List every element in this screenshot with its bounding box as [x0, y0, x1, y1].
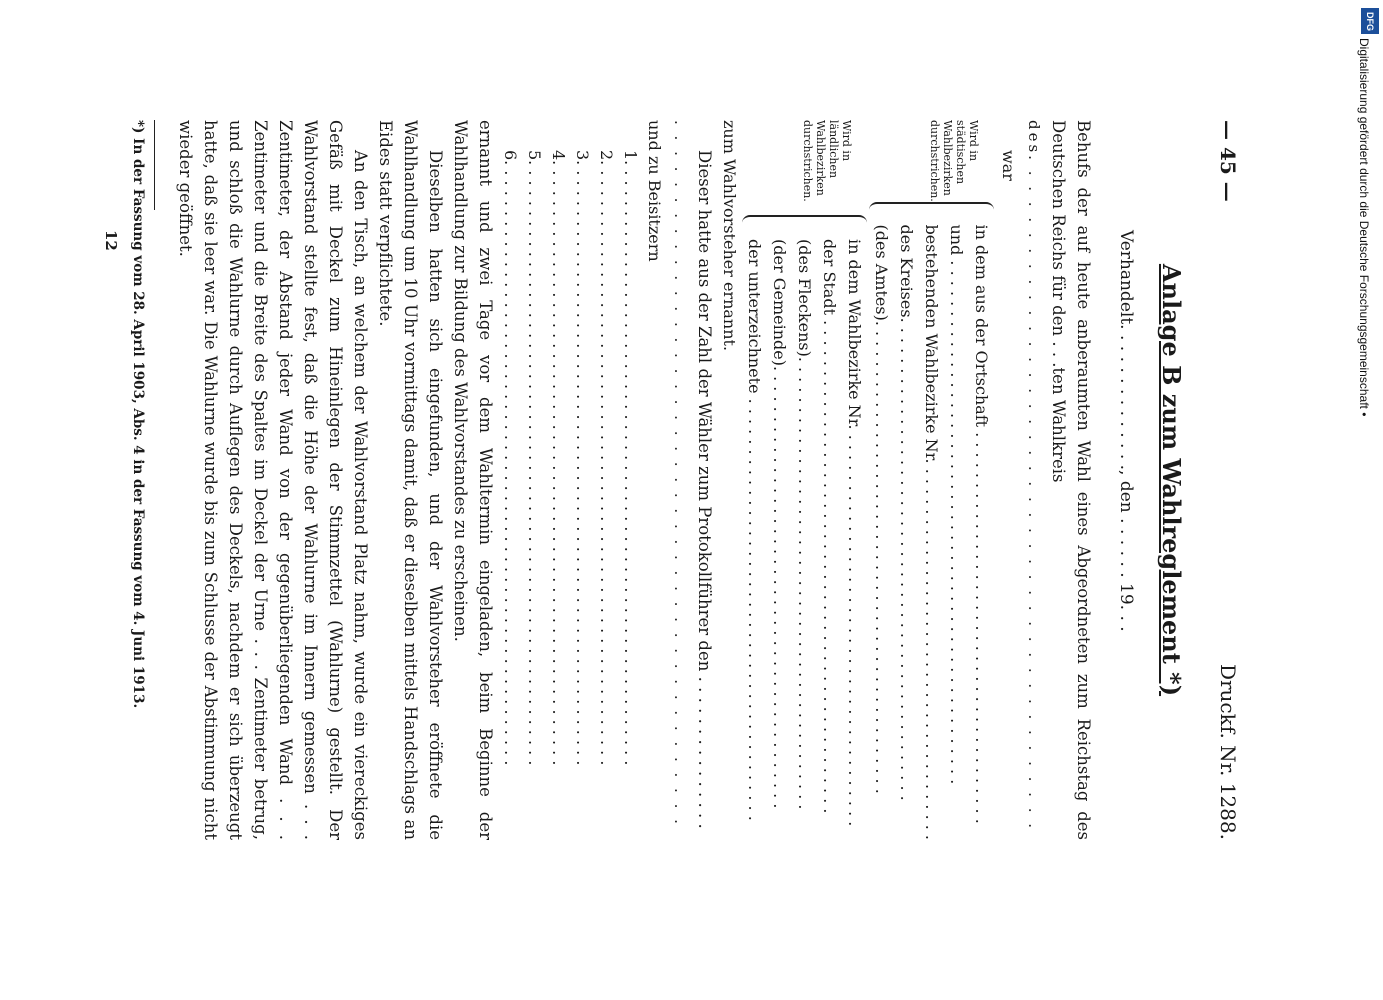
beisitzer-item: 5. . . . . . . . . . . . . . . . . . . . . . . . . . . . . . . . . . . . . . . . . . . . . . . . . . . . . . . . . . . .: [525, 150, 544, 766]
intro-paragraph: Behufs der auf heute anberaumten Wahl eines Abgeordneten zum Reichstag des Deutschen Reichs für den . . .ten Wahlkreis: [1049, 120, 1093, 840]
city-lines: [869, 224, 994, 840]
city-block-label: Wird in städtischen Wahlbezirken durchstrichen.: [928, 120, 980, 202]
city-line: in dem aus der Ortschaft . . . . . . . . . . . . . . . . . . . . . . . . . . . . . . . . . . . . . . .: [972, 224, 991, 824]
protokoll-dots: . . . . . . . . . . . . . . . . . . . . . . . . . . . . . . . . . . . . . . . . . . . . . .: [671, 120, 689, 827]
footnote-rule: [154, 120, 155, 210]
country-line: (der Gemeinde). . . . . . . . . . . . . . . . . . . . . . . . . . . . . . . . . . . . . . . . . . . .: [770, 239, 789, 809]
city-block: [869, 120, 994, 840]
beisitzer-item: 3. . . . . . . . . . . . . . . . . . . . . . . . . . . . . . . . . . . . . . . . . . . . . . . . . . . . . . . . . . . .: [573, 150, 592, 766]
country-block: [742, 120, 867, 840]
protokoll-paragraph: Dieser hatte aus der Zahl der Wähler zum Protokollführer den . . . . . . . . . . . . . . .: [695, 150, 714, 829]
rotated-document-page: [102, 120, 1240, 840]
page-header: [1200, 120, 1240, 840]
beisitzer-item: 6. . . . . . . . . . . . . . . . . . . . . . . . . . . . . . . . . . . . . . . . . . . . . . . . . . . . . . . . . . . .: [501, 150, 520, 766]
country-block-label: Wird in ländlichen Wahlbezirken durchstrichen.: [801, 120, 853, 202]
signature-mark: 12: [102, 230, 120, 251]
dfg-credit: [1357, 8, 1381, 417]
country-line: der unterzeichnete . . . . . . . . . . . . . . . . . . . . . . . . . . . . . . . . . . . . . . . . . .: [745, 239, 764, 821]
country-line: in dem Wahlbezirke Nr. . . . . . . . . . . . . . . . . . . . . . . . . . . . . . . . . . . . . . . .: [845, 239, 864, 827]
city-line: (des Amtes). . . . . . . . . . . . . . . . . . . . . . . . . . . . . . . . . . . . . . . . . . . . . . .: [872, 224, 891, 794]
ernannt-paragraph: ernannt und zwei Tage vor dem Wahltermin eingeladen, beim Beginne der Wahlhandlung zur Bildung des Wahlvorstandes zu erscheinen.: [451, 120, 495, 840]
beisitzer-item: 2. . . . . . . . . . . . . . . . . . . . . . . . . . . . . . . . . . . . . . . . . . . . . . . . . . . . . . . . . . . .: [597, 150, 616, 766]
page-number: — 45 —: [1216, 120, 1240, 202]
beisitzer-item: 1. . . . . . . . . . . . . . . . . . . . . . . . . . . . . . . . . . . . . . . . . . . . . . . . . . . . . . . . . . . .: [621, 150, 640, 766]
country-line: der Stadt . . . . . . . . . . . . . . . . . . . . . . . . . . . . . . . . . . . . . . . . . . . . . . . . .: [820, 239, 839, 814]
city-brace: [869, 202, 994, 216]
beisitzer-line: und zu Beisitzern: [645, 120, 664, 262]
dieselben-paragraph: Dieselben hatten sich eingefunden, und der Wahlvorsteher eröffnete die Wahlhandlung um 10 Uhr vormittags damit, daß er dieselben mittels Handschlags an Eides statt verpflichtete.: [376, 120, 445, 840]
beisitzer-list: [498, 120, 642, 840]
country-brace: [742, 215, 867, 231]
city-line: des Kreises. . . . . . . . . . . . . . . . . . . . . . . . . . . . . . . . . . . . . . . . . . . . . . . .: [897, 224, 916, 801]
print-reference: Druckf. Nr. 1288.: [1216, 663, 1240, 840]
city-line: bestehenden Wahlbezirke Nr. . . . . . . . . . . . . . . . . . . . . . . . . . . . . . . . . . . . . .: [922, 224, 941, 840]
wahlvorsteher-line: zum Wahlvorsteher ernannt.: [720, 120, 739, 352]
des-line: des. . . . . . . . . . . . . . . . . . . . . . . . . . . . . . . . . . . . . . . . . . . .: [1025, 120, 1043, 831]
city-line: und . . . . . . . . . . . . . . . . . . . . . . . . . . . . . . . . . . . . . . . . . . . . . . . . . . . .: [947, 224, 966, 785]
dfg-logo: DFG: [1361, 8, 1379, 34]
document-title: Anlage B zum Wahlreglement *): [1157, 263, 1186, 697]
dfg-credit-text: Digitalisierung gefördert durch die Deutsche Forschungsgemeinschaft •: [1357, 38, 1371, 417]
country-lines: [742, 239, 867, 840]
tisch-paragraph: An den Tisch, an welchem der Wahlvorstand Platz nahm, wurde ein viereckiges Gefäß mit Deckel zum Hineinlegen der Stimmzettel (Wahlurne) gestellt. Der Wahlvorstand stellte fest, daß die Höhe der Wahlurne im Innern gemessen . . . Zentimeter, der Abstand jeder Wand von der gegenüberliegenden Wand . . . Zentimeter und die Breite des Spaltes im Deckel der Urne . . . Zentimeter betrug, und schloß die Wahlurne durch Auflegen des Deckels, nachdem er sich überzeugt hatte, daß sie leer war. Die Wahlurne wurde bis zum Schlusse der Abstimmung nicht wieder geöffnet.: [176, 120, 370, 840]
country-line: (des Fleckens). . . . . . . . . . . . . . . . . . . . . . . . . . . . . . . . . . . . . . . . . . . . .: [795, 239, 814, 810]
beisitzer-item: 4. . . . . . . . . . . . . . . . . . . . . . . . . . . . . . . . . . . . . . . . . . . . . . . . . . . . . . . . . . . .: [549, 150, 568, 766]
location-date-line: Verhandelt. . . . . . . . . . . . . ., den . . . . . . 19. . .: [1116, 230, 1136, 632]
war-line: war: [999, 150, 1018, 181]
footnote: *) In der Fassung vom 28. April 1903, Abs. 4 in der Fassung vom 4. Juni 1913.: [130, 120, 146, 709]
